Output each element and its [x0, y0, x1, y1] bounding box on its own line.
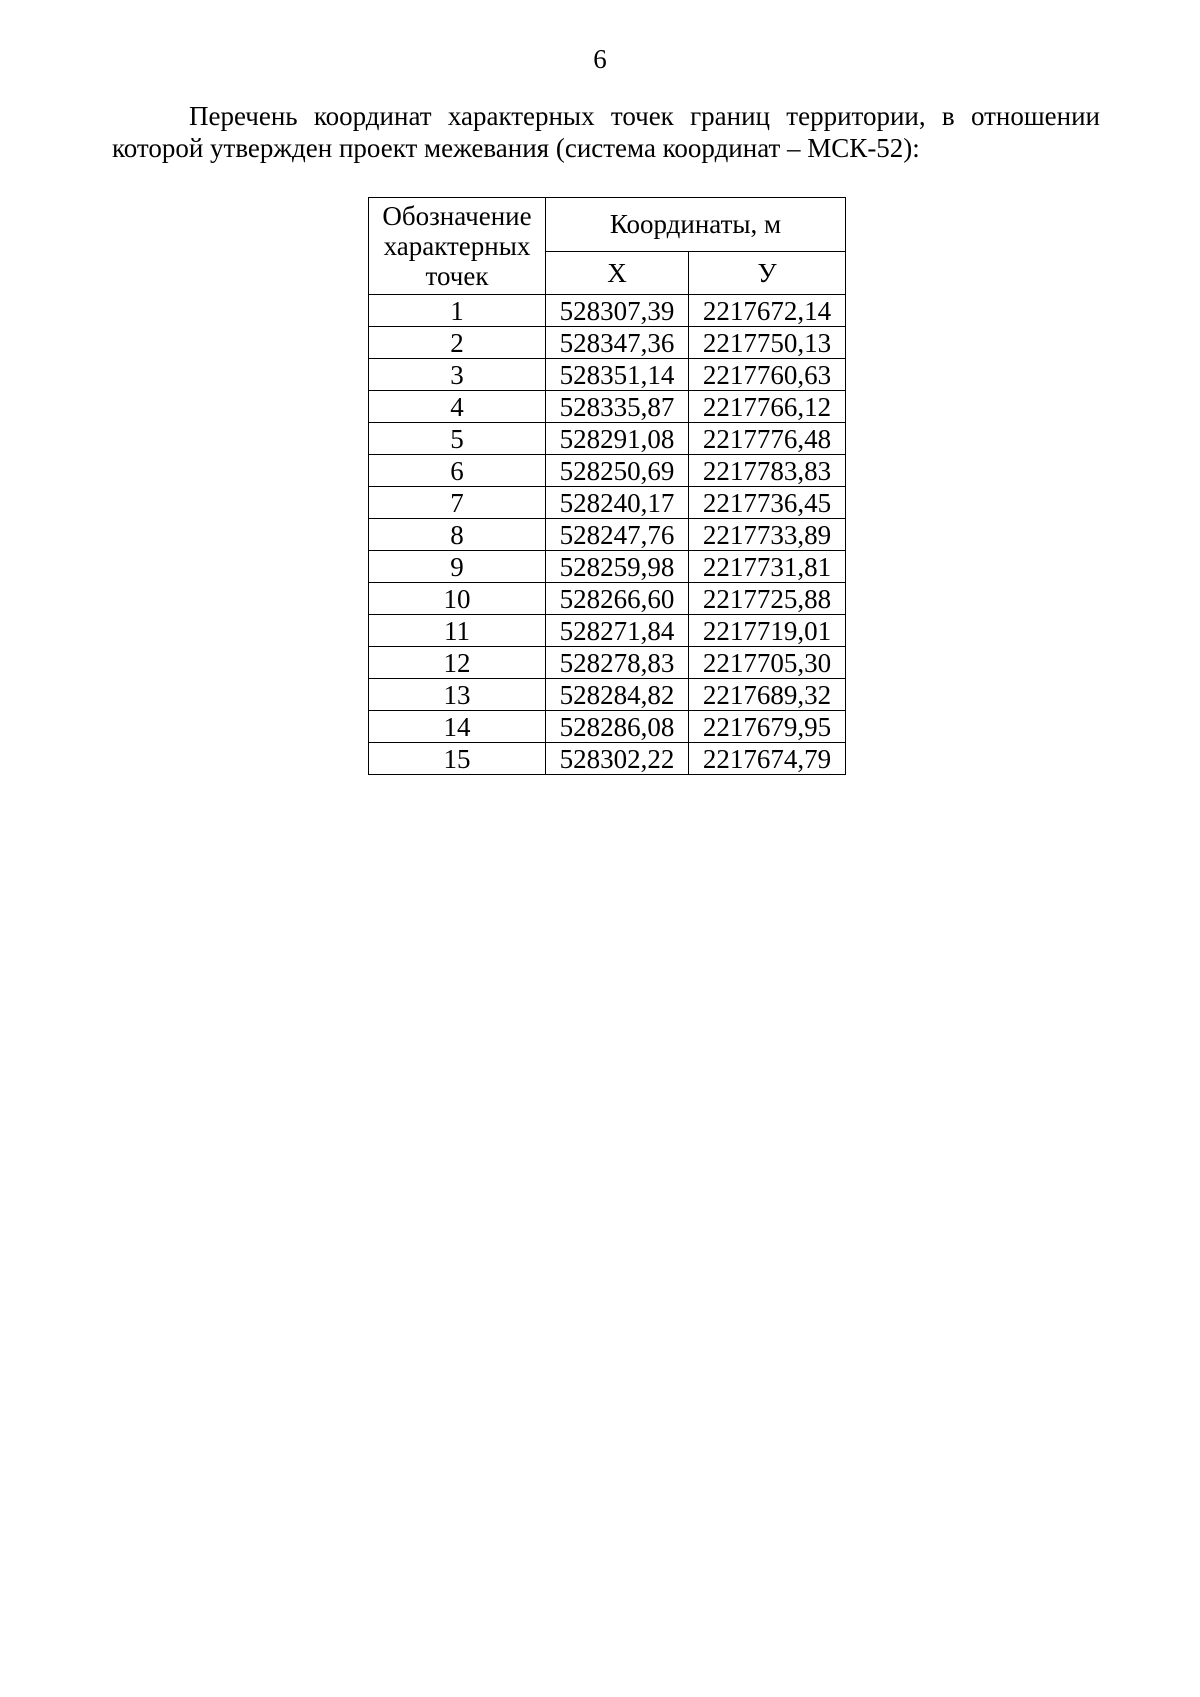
header-coordinates: Координаты, м [546, 198, 846, 252]
cell-point: 10 [369, 583, 546, 615]
cell-y: 2217679,95 [689, 711, 846, 743]
cell-point: 4 [369, 391, 546, 423]
cell-point: 7 [369, 487, 546, 519]
table-row [369, 423, 846, 455]
coordinates-table [368, 197, 846, 775]
table-row [369, 519, 846, 551]
cell-y: 2217674,79 [689, 743, 846, 775]
cell-y: 2217705,30 [689, 647, 846, 679]
table-row [369, 455, 846, 487]
cell-x: 528250,69 [546, 455, 689, 487]
cell-x: 528259,98 [546, 551, 689, 583]
table-row [369, 615, 846, 647]
cell-x: 528271,84 [546, 615, 689, 647]
table-row [369, 583, 846, 615]
intro-line-2: которой утвержден проект межевания (система координат – МСК-52): [112, 133, 920, 163]
cell-x: 528284,82 [546, 679, 689, 711]
table-row [369, 487, 846, 519]
table-row [369, 295, 846, 327]
cell-y: 2217736,45 [689, 487, 846, 519]
cell-y: 2217766,12 [689, 391, 846, 423]
cell-point: 12 [369, 647, 546, 679]
intro-line-1: Перечень координат характерных точек границ территории, в отношении [189, 101, 1100, 131]
cell-point: 13 [369, 679, 546, 711]
table-row [369, 647, 846, 679]
cell-x: 528240,17 [546, 487, 689, 519]
cell-x: 528266,60 [546, 583, 689, 615]
header-point-designation: Обозначение характерных точек [369, 198, 546, 295]
cell-x: 528286,08 [546, 711, 689, 743]
cell-y: 2217776,48 [689, 423, 846, 455]
cell-point: 8 [369, 519, 546, 551]
cell-point: 6 [369, 455, 546, 487]
cell-x: 528347,36 [546, 327, 689, 359]
cell-y: 2217719,01 [689, 615, 846, 647]
cell-y: 2217689,32 [689, 679, 846, 711]
header-y: У [689, 251, 846, 294]
cell-x: 528335,87 [546, 391, 689, 423]
cell-y: 2217760,63 [689, 359, 846, 391]
cell-x: 528291,08 [546, 423, 689, 455]
cell-x: 528302,22 [546, 743, 689, 775]
cell-point: 2 [369, 327, 546, 359]
cell-x: 528278,83 [546, 647, 689, 679]
cell-y: 2217731,81 [689, 551, 846, 583]
cell-y: 2217672,14 [689, 295, 846, 327]
table-row [369, 711, 846, 743]
table-row [369, 551, 846, 583]
table-body [369, 295, 846, 775]
cell-y: 2217750,13 [689, 327, 846, 359]
table-header-row [369, 198, 846, 252]
cell-point: 1 [369, 295, 546, 327]
intro-paragraph [112, 100, 1100, 164]
cell-x: 528247,76 [546, 519, 689, 551]
cell-y: 2217733,89 [689, 519, 846, 551]
cell-y: 2217725,88 [689, 583, 846, 615]
table-row [369, 743, 846, 775]
cell-point: 14 [369, 711, 546, 743]
page-number: 6 [593, 44, 607, 74]
table-row [369, 359, 846, 391]
cell-point: 11 [369, 615, 546, 647]
cell-point: 5 [369, 423, 546, 455]
cell-x: 528307,39 [546, 295, 689, 327]
cell-point: 9 [369, 551, 546, 583]
cell-y: 2217783,83 [689, 455, 846, 487]
table-row [369, 679, 846, 711]
table-row [369, 391, 846, 423]
cell-point: 15 [369, 743, 546, 775]
header-x: Х [546, 251, 689, 294]
cell-x: 528351,14 [546, 359, 689, 391]
table-row [369, 327, 846, 359]
cell-point: 3 [369, 359, 546, 391]
